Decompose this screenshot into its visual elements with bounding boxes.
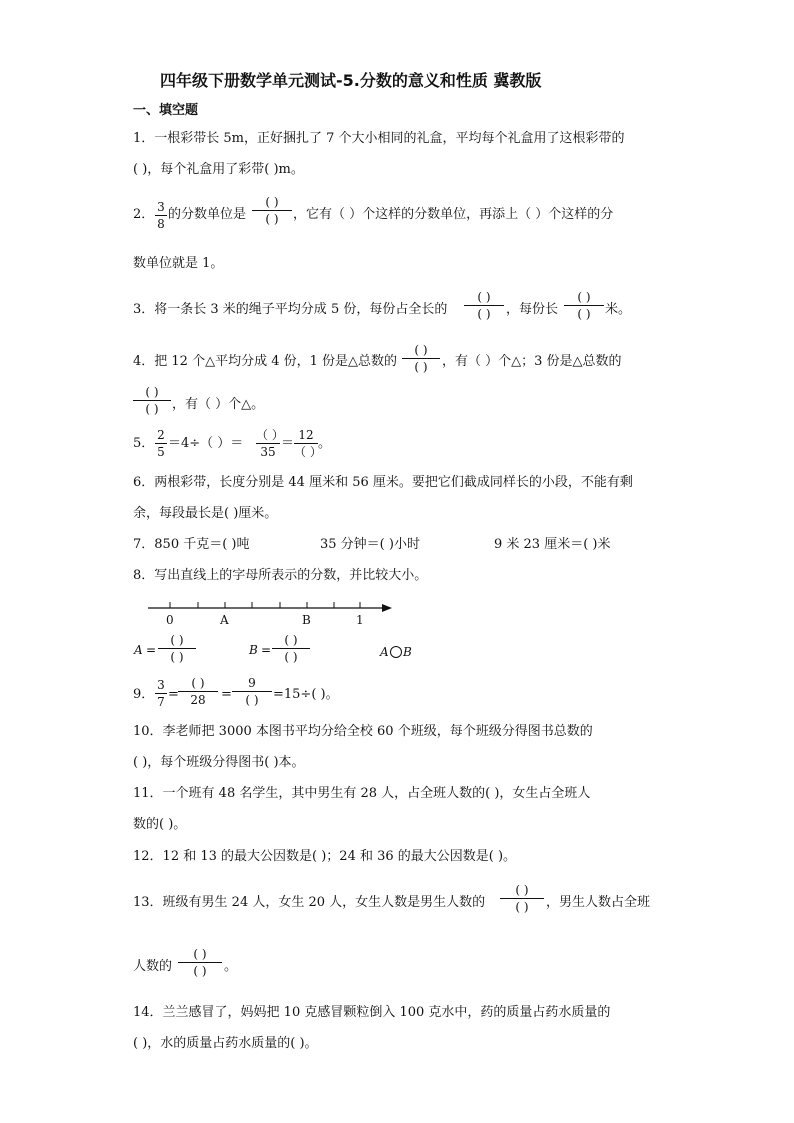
question-12-line-1: 12．12 和 13 的最大公因数是( )；24 和 36 的最大公因数是( )。 (133, 849, 517, 864)
answer-fraction-blank: ( ) ( ) (402, 344, 440, 373)
question-8-text: 8．写出直线上的字母所表示的分数，并比较大小。 (133, 568, 428, 583)
question-5-text-1: ＝4÷（ ）＝ (168, 436, 244, 451)
question-11-line-1: 11．一个班有 48 名学生，其中男生有 28 人，占全班人数的( )，女生占全班人 (133, 786, 591, 801)
fraction-9-blank: 9 ( ) (232, 677, 272, 706)
question-14-line-2: ( )，水的质量占药水质量的( )。 (133, 1036, 318, 1051)
question-9-tail: =15÷( )。 (273, 687, 339, 702)
fraction-12-blank: 12 （ ） (294, 428, 322, 459)
equals-sign: = (168, 687, 179, 702)
question-5-number: 5． (133, 436, 155, 451)
equals-sign: = (261, 643, 272, 657)
question-1-line-2: ( )，每个礼盒用了彩带( )m。 (133, 162, 304, 177)
label-b: B (249, 643, 258, 657)
fraction-3-8: 3 8 (155, 201, 167, 230)
answer-fraction-blank: ( ) ( ) (133, 386, 171, 415)
question-9-number: 9． (133, 687, 155, 702)
page-title: 四年级下册数学单元测试-5.分数的意义和性质 冀教版 (160, 71, 542, 90)
answer-fraction-blank-b: ( ) ( ) (272, 634, 310, 663)
question-6-line-2: 余，每段最长是( )厘米。 (133, 506, 278, 521)
question-2-number: 2． (133, 207, 155, 222)
question-1-line-1: 1．一根彩带长 5m，正好捆扎了 7 个大小相同的礼盒，平均每个礼盒用了这根彩带的 (133, 131, 625, 146)
question-13-text-3: 人数的 (133, 959, 173, 974)
compare-circle-icon (389, 645, 403, 659)
question-6-line-1: 6．两根彩带，长度分别是 44 厘米和 56 厘米。要把它们截成同样长的小段，不能有剩 (133, 475, 633, 490)
answer-fraction-blank: ( ) ( ) (178, 948, 222, 977)
equals-sign: ＝ (281, 436, 295, 451)
answer-fraction-blank: ( ) ( ) (464, 291, 504, 320)
number-line-label-a: A (220, 613, 229, 627)
question-4-text-1: 4．把 12 个△平均分成 4 份，1 份是△总数的 (133, 354, 398, 369)
question-3-text-1: 3．将一条长 3 米的绳子平均分成 5 份，每份占全长的 (133, 302, 448, 317)
fraction-blank-28: ( ) 28 (178, 677, 218, 706)
question-11-line-2: 数的( )。 (133, 817, 187, 832)
compare-a: A (380, 645, 389, 659)
question-13-text-2: ，男生人数占全班 (546, 895, 651, 910)
question-4-text-3: ，有（ ）个△。 (172, 397, 265, 412)
answer-fraction-blank-a: ( ) ( ) (158, 634, 196, 663)
answer-fraction-blank: ( ) ( ) (500, 884, 544, 913)
fraction-2-5: 2 5 (155, 429, 167, 458)
fraction-3-7: 3 7 (155, 679, 167, 708)
question-3-text-2: ，每份长 (506, 302, 559, 317)
fraction-blank-35: （ ） 35 (256, 428, 284, 459)
number-line-label-1: 1 (356, 613, 364, 627)
question-4-text-2: ，有（ ）个△；3 份是△总数的 (442, 354, 622, 369)
question-10-line-2: ( )，每个班级分得图书( )本。 (133, 755, 305, 770)
question-2-text-2: ，它有（ ）个这样的分数单位，再添上（ ）个这样的分 (293, 207, 614, 222)
question-13-text-1: 13．班级有男生 24 人，女生 20 人，女生人数是男生人数的 (133, 895, 486, 910)
answer-fraction-blank: ( ) ( ) (564, 291, 604, 320)
compare-b: B (403, 645, 412, 659)
question-14-line-1: 14．兰兰感冒了，妈妈把 10 克感冒颗粒倒入 100 克水中，药的质量占药水质量的 (133, 1005, 611, 1020)
question-7-part-b: 35 分钟＝( )小时 (320, 537, 420, 552)
equals-sign: = (146, 643, 157, 657)
question-2-line-2: 数单位就是 1。 (133, 256, 224, 271)
equals-sign: = (221, 687, 232, 702)
number-line-label-b: B (302, 613, 311, 627)
question-3-text-3: 米。 (605, 302, 632, 317)
answer-fraction-blank: ( ) ( ) (252, 196, 292, 225)
period: 。 (318, 436, 332, 451)
question-7-part-a: 7．850 千克＝( )吨 (133, 537, 250, 552)
label-a: A (134, 643, 143, 657)
question-2-text-1: 的分数单位是 (168, 207, 247, 222)
number-line-label-0: 0 (166, 613, 174, 627)
question-13-text-4: 。 (224, 959, 238, 974)
section-heading: 一、填空题 (133, 103, 199, 118)
question-7-part-c: 9 米 23 厘米＝( )米 (494, 537, 611, 552)
question-10-line-1: 10．李老师把 3000 本图书平均分给全校 60 个班级，每个班级分得图书总数的 (133, 724, 593, 739)
